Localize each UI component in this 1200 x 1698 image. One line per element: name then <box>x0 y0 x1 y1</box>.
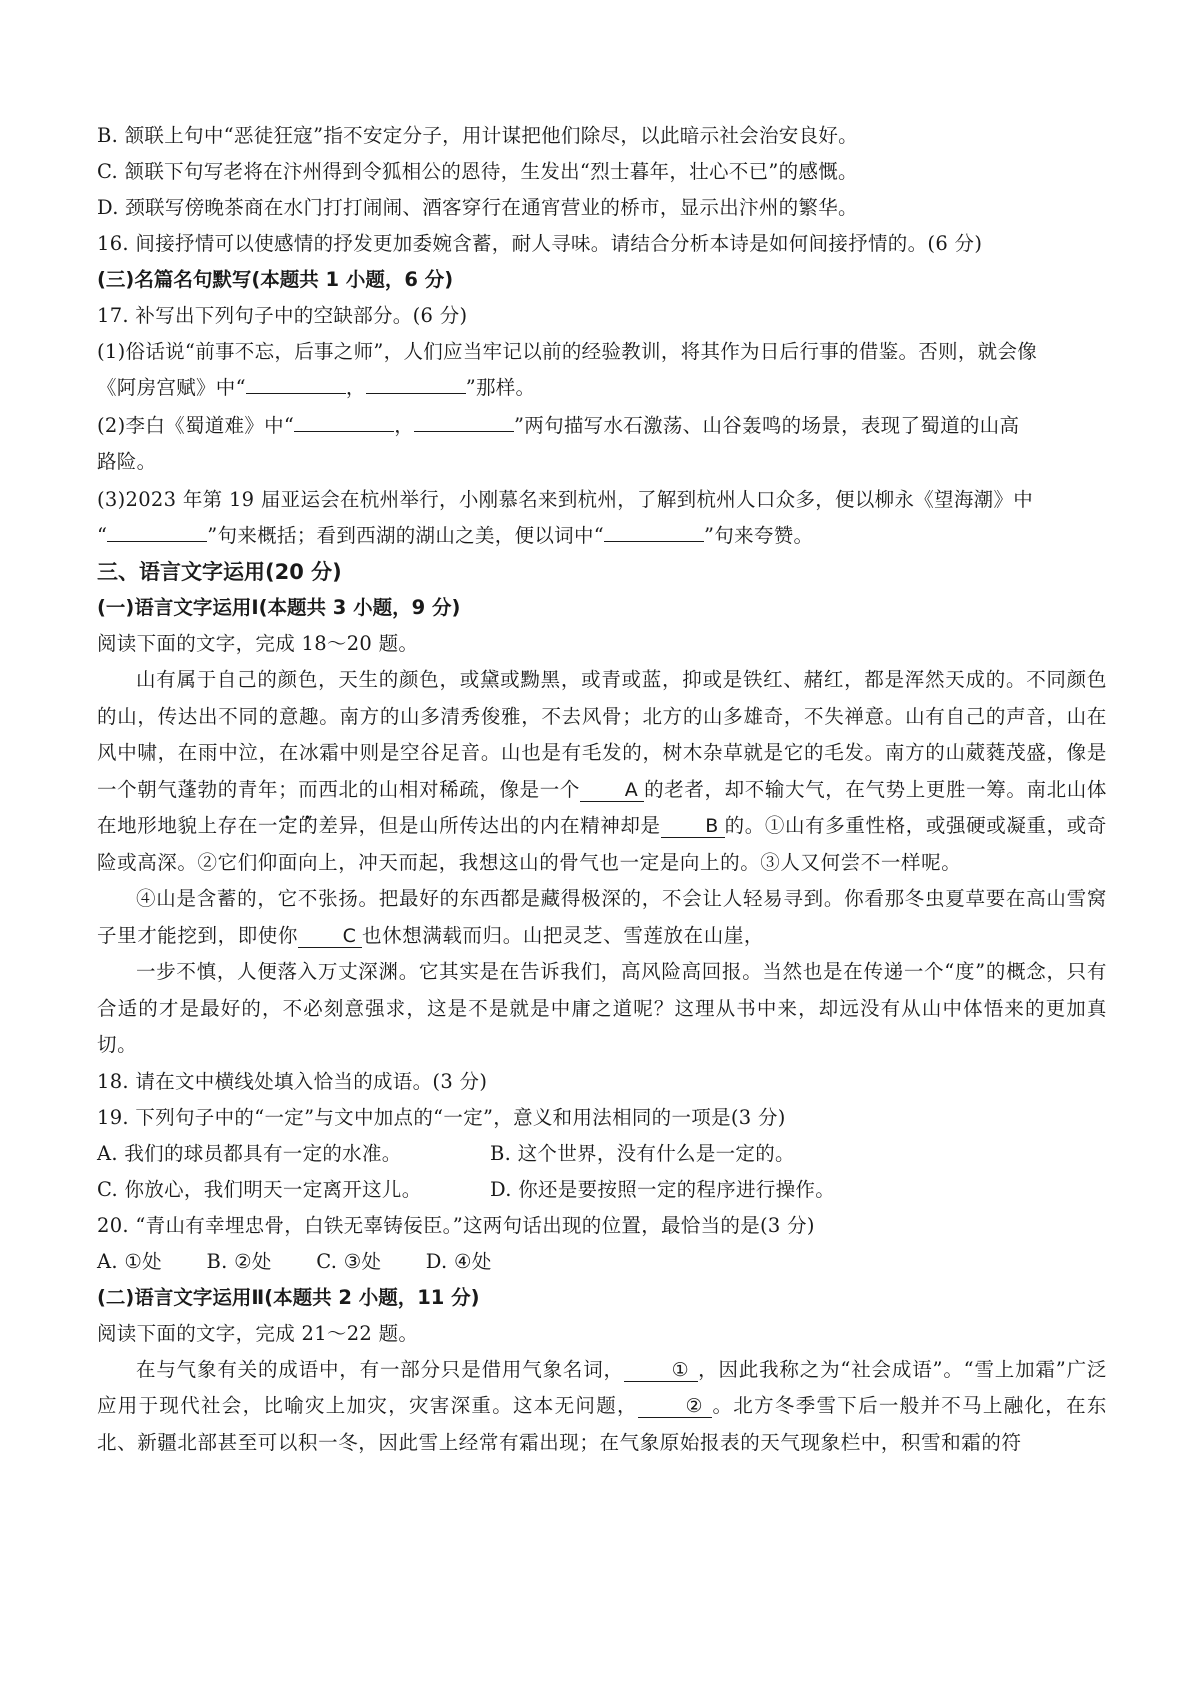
blank-1[interactable]: ① <box>624 1359 698 1382</box>
q17-blank-6[interactable] <box>604 541 704 542</box>
q17-part1-line1: (1)俗话说“前事不忘，后事之师”，人们应当牢记以前的经验教训，将其作为日后行事的借鉴。否则，就会像 <box>97 340 1038 363</box>
q17-part1-pre: 《阿房宫赋》中“ <box>97 376 246 399</box>
passage1-text: 的。①山有多重性格，或强硬或凝重，或奇险或高深。②它们仰面向上，冲天而起，我想这山的骨气也一定是向上的。③人又何尝不一样呢。 <box>97 814 1107 874</box>
exam-page <box>97 118 1107 1461</box>
q17-blank-5[interactable] <box>107 541 207 542</box>
q17-part2-pre: (2)李白《蜀道难》中“ <box>97 414 295 437</box>
q19-options-row2 <box>97 1172 1107 1208</box>
q17-stem: 17. 补写出下列句子中的空缺部分。(6 分) <box>97 304 468 327</box>
q15-option-b: B. 颔联上句中“恶徒狂寇”指不安定分子，用计谋把他们除尽，以此暗示社会治安良好。 <box>97 124 858 147</box>
q18-question: 18. 请在文中横线处填入恰当的成语。(3 分) <box>97 1069 488 1093</box>
q19-option-b[interactable]: B. 这个世界，没有什么是一定的。 <box>490 1141 795 1165</box>
q17-blank-3[interactable] <box>294 431 394 432</box>
passage1-paragraph1 <box>97 662 1107 881</box>
blank-a[interactable]: A <box>580 779 644 802</box>
q17-blank-4[interactable] <box>414 431 514 432</box>
sub-2-intro: 阅读下面的文字，完成 21～22 题。 <box>97 1321 419 1345</box>
q17-part3-pre: “ <box>97 524 108 547</box>
q17-blank-2[interactable] <box>366 393 466 394</box>
passage2-text: ，因此我称之为“社会成语”。“雪上加霜”广泛应用于现代社会，比喻灾上加灾，灾害深重。这本无问题， <box>97 1357 1107 1417</box>
passage1-paragraph3: 一步不慎，人便落入万丈深渊。它其实是在告诉我们，高风险高回报。当然也是在传递一个“度”的概念，只有合适的才是最好的，不必刻意强求，这是不是就是中庸之道呢？这理从书中来，却远没有从山中体悟来的更加真切。 <box>97 960 1107 1056</box>
passage1-text: 也休想满载而归。山把灵芝、雪莲放在山崖， <box>362 923 765 947</box>
q17-comma: ， <box>394 414 415 437</box>
q17-part2-post: ”两句描写水石激荡、山谷轰鸣的场景，表现了蜀道的山高 <box>514 414 1020 437</box>
q17-part2-line1 <box>97 408 1107 444</box>
q15-option-d: D. 颈联写傍晚茶商在水门打打闹闹、酒客穿行在通宵营业的桥市，显示出汴州的繁华。 <box>97 196 858 219</box>
passage2-text: 。北方冬季雪下后一般并不马上融化，在东北、新疆北部甚至可以积一冬，因此雪上经常有霜出现；在气象原始报表的天气现象栏中，积雪和霜的符 <box>97 1394 1107 1454</box>
q15-option-c: C. 颔联下句写老将在汴州得到令狐相公的恩待，生发出“烈士暮年，壮心不已”的感慨。 <box>97 160 858 183</box>
q17-comma: ， <box>345 376 366 399</box>
q20-options <box>97 1244 1107 1280</box>
q17-part3-mid: ”句来概括；看到西湖的湖山之美，便以词中“ <box>207 524 605 547</box>
q17-part1-post: ”那样。 <box>465 376 536 399</box>
passage1-text: 的差异，但是山所传达出的内在精神却是 <box>298 814 661 837</box>
sub-2-heading: (二)语言文字运用Ⅱ(本题共 2 小题，11 分) <box>97 1285 480 1309</box>
passage2-text: 在与气象有关的成语中，有一部分只是借用气象名词， <box>136 1357 624 1381</box>
passage2-paragraph1 <box>97 1352 1107 1462</box>
q20-option-b[interactable]: B. ②处 <box>206 1249 272 1273</box>
sub-1-intro: 阅读下面的文字，完成 18～20 题。 <box>97 632 419 655</box>
q19-option-d[interactable]: D. 你还是要按照一定的程序进行操作。 <box>490 1177 836 1201</box>
dotted-char-yi: 一 <box>258 814 279 837</box>
q19-option-c[interactable]: C. 你放心，我们明天一定离开这儿。 <box>97 1177 422 1201</box>
q19-option-a[interactable]: A. 我们的球员都具有一定的水准。 <box>97 1141 402 1165</box>
sub-1-heading: (一)语言文字运用Ⅰ(本题共 3 小题，9 分) <box>97 596 461 619</box>
passage1-text: ④山是含蓄的，它不张扬。把最好的东西都是藏得极深的，不会让人轻易寻到。你看那冬虫夏草要在高山雪窝子里才能挖到，即使你 <box>97 887 1107 947</box>
blank-b[interactable]: B <box>661 815 725 838</box>
dotted-char-ding: 定 <box>278 814 299 837</box>
section-3-heading: (三)名篇名句默写(本题共 1 小题，6 分) <box>97 268 454 291</box>
q19-stem: 19. 下列句子中的“一定”与文中加点的“一定”，意义和用法相同的一项是(3 分) <box>97 1105 786 1129</box>
q17-part2-line2: 路险。 <box>97 450 157 473</box>
blank-c[interactable]: C <box>298 925 362 948</box>
passage1-paragraph2 <box>97 881 1107 954</box>
q19-options-row1 <box>97 1136 1107 1172</box>
passage1-text: 山有属于自己的颜色，天生的颜色，或黛或黝黑，或青或蓝，抑或是铁红、赭红，都是浑然天成的。不同颜色的山，传达出不同的意趣。南方的山多清秀俊雅，不去风骨；北方的山多雄奇，不失禅意。山有自己的声音，山在风中啸，在雨中泣，在冰霜中则是空谷足音。山也是有毛发的，树木杂草就是它的毛发。南方的山葳蕤茂盛，像是一个朝气蓬勃的青年；而西北的山相对稀疏，像是一个 <box>97 668 1107 801</box>
q20-stem: 20. “青山有幸埋忠骨，白铁无辜铸佞臣。”这两句话出现的位置，最恰当的是(3 分) <box>97 1213 815 1237</box>
passage1-text: 的老者，却不输大气，在气势上更胜一筹。南北山体在地形地貌上存在 <box>97 777 1107 837</box>
q17-part1-line2 <box>97 370 1107 406</box>
q17-blank-1[interactable] <box>246 393 346 394</box>
q20-option-c[interactable]: C. ③处 <box>316 1249 382 1273</box>
blank-2[interactable]: ② <box>638 1395 712 1418</box>
q16-question: 16. 间接抒情可以使感情的抒发更加委婉含蓄，耐人寻味。请结合分析本诗是如何间接抒情的。(6 分) <box>97 232 983 255</box>
part-3-heading: 三、语言文字运用(20 分) <box>97 560 342 584</box>
q17-part3-post: ”句来夸赞。 <box>704 524 814 547</box>
q20-option-d[interactable]: D. ④处 <box>425 1249 492 1273</box>
q20-option-a[interactable]: A. ①处 <box>97 1249 162 1273</box>
q17-part3-line2 <box>97 518 1107 554</box>
q17-part3-line1: (3)2023 年第 19 届亚运会在杭州举行，小刚慕名来到杭州，了解到杭州人口众多，便以柳永《望海潮》中 <box>97 488 1034 511</box>
